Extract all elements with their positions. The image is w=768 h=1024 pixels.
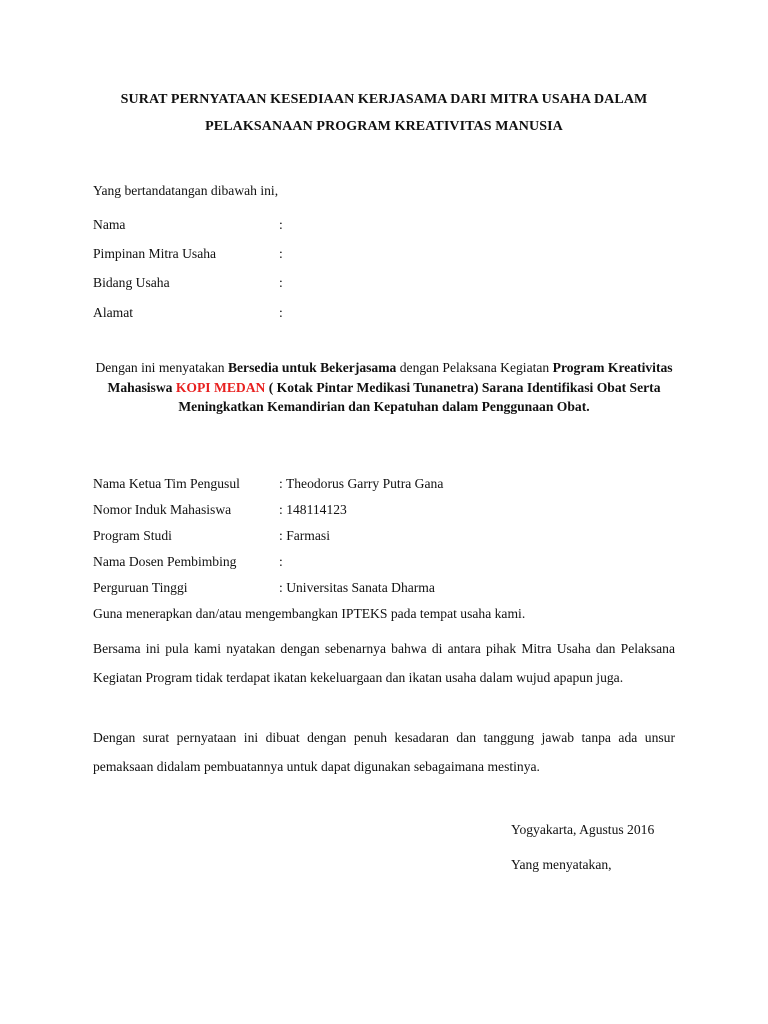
field-value: : — [279, 275, 283, 290]
field-value: : — [279, 217, 283, 232]
title-line-1: SURAT PERNYATAAN KESEDIAAN KERJASAMA DARI MITRA USAHA DALAM — [120, 92, 648, 107]
body-paragraph-1: Bersama ini pula kami nyatakan dengan sebenarnya bahwa di antara pihak Mitra Usaha dan Pelaksana Kegiatan Program tidak terdapat ikatan kekeluargaan dan ikatan usaha dalam wujud apapun juga. — [93, 641, 675, 685]
field-label: Nama — [93, 217, 126, 232]
statement-paragraph: Dengan ini menyatakan Bersedia untuk Bekerjasama dengan Pelaksana Kegiatan Program Kreativitas Mahasiswa KOPI MEDAN ( Kotak Pintar Medikasi Tunanetra) Sarana Identifikasi Obat Serta Meningkatkan Kemandirian dan Kepatuhan dalam Penggunaan Obat. — [95, 360, 673, 414]
team-field-ketua — [93, 476, 683, 496]
field-label: Perguruan Tinggi — [93, 580, 188, 595]
signature-closing: Yang menyatakan, — [511, 857, 612, 872]
program-name-highlight: KOPI MEDAN — [175, 379, 266, 395]
team-field-pt — [93, 580, 683, 600]
field-label: Nama Ketua Tim Pengusul — [93, 476, 240, 491]
field-label: Pimpinan Mitra Usaha — [93, 246, 217, 261]
field-label: Alamat — [93, 305, 134, 320]
field-value: : — [279, 554, 283, 569]
field-value: : — [279, 246, 283, 261]
body-paragraph-2: Dengan surat pernyataan ini dibuat dengan penuh kesadaran dan tanggung jawab tanpa ada unsur pemaksaan didalam pembuatannya untuk dapat digunakan sebagaimana mestinya. — [93, 730, 675, 774]
field-value: : — [279, 305, 283, 320]
purpose-text: Guna menerapkan dan/atau mengembangkan IPTEKS pada tempat usaha kami. — [93, 606, 526, 621]
place-date: Yogyakarta, Agustus 2016 — [511, 822, 655, 837]
field-value: : Universitas Sanata Dharma — [279, 580, 435, 595]
field-label: Bidang Usaha — [93, 275, 170, 290]
signer-field-alamat — [93, 305, 683, 325]
team-field-nim — [93, 502, 683, 522]
field-value: : Theodorus Garry Putra Gana — [279, 476, 444, 491]
signer-field-pimpinan — [93, 246, 683, 266]
field-label: Program Studi — [93, 528, 172, 543]
field-value: : 148114123 — [279, 502, 347, 517]
team-field-dosen — [93, 554, 683, 574]
intro-text: Yang bertandatangan dibawah ini, — [93, 183, 279, 198]
field-value: : Farmasi — [279, 528, 330, 543]
signer-field-bidang — [93, 275, 683, 295]
field-label: Nama Dosen Pembimbing — [93, 554, 237, 569]
document-title — [60, 86, 708, 140]
team-field-prodi — [93, 528, 683, 548]
title-line-2: PELAKSANAAN PROGRAM KREATIVITAS MANUSIA — [205, 119, 563, 134]
field-label: Nomor Induk Mahasiswa — [93, 502, 232, 517]
signer-field-nama — [93, 217, 683, 237]
